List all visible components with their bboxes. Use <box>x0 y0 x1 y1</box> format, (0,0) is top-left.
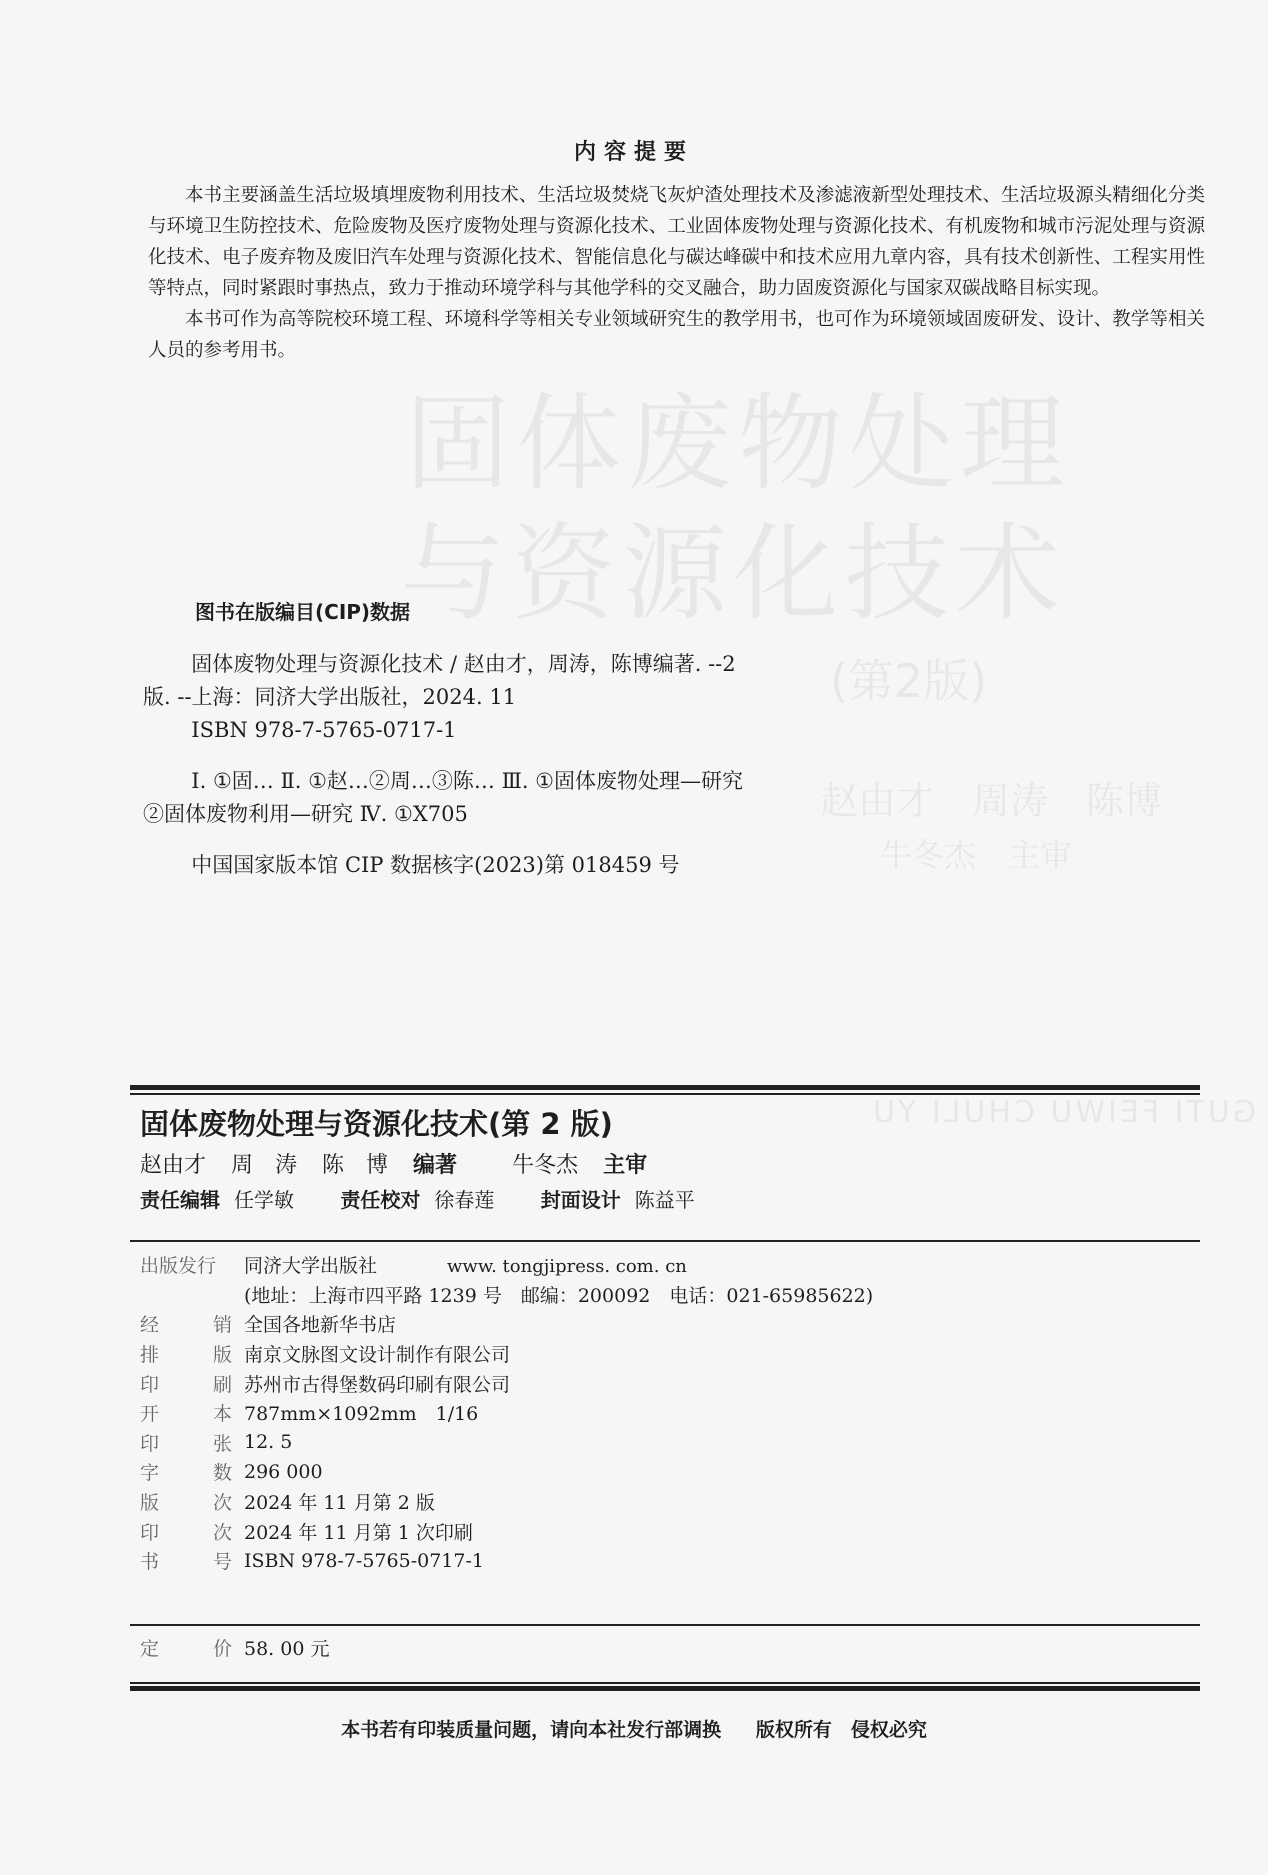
reviewer-name: 牛冬杰 <box>512 1153 579 1178</box>
info-value-text: 787mm×1092mm 1/16 <box>244 1403 479 1426</box>
info-label <box>140 1458 244 1485</box>
info-label <box>140 1488 244 1515</box>
info-value-text: 全国各地新华书店 <box>244 1314 397 1337</box>
info-value <box>244 1370 510 1397</box>
rights-notice: 版权所有 侵权必究 <box>755 1719 927 1741</box>
info-label <box>140 1429 244 1456</box>
info-label <box>140 1251 244 1278</box>
info-value <box>244 1310 396 1337</box>
info-value <box>244 1461 323 1483</box>
summary-paragraph: 本书主要涵盖生活垃圾填埋废物利用技术、生活垃圾焚烧飞灰炉渣处理技术及渗滤液新型处理技术、生活垃圾源头精细化分类与环境卫生防控技术、危险废物及医疗废物处理与资源化技术、工业固体废物处理与资源化技术、有机废物和城市污泥处理与资源化技术、电子废弃物及废旧汽车处理与资源化技术、智能信息化与碳达峰碳中和技术应用九章内容，具有技术创新性、工程实用性等特点，同时紧跟时事热点，致力于推动环境学科与其他学科的交叉融合，助力固废资源化与国家双碳战略目标实现。 <box>148 185 1205 299</box>
info-label-char: 排 <box>140 1344 160 1367</box>
info-label <box>140 1340 244 1367</box>
editors-line <box>140 1184 735 1213</box>
divider-thick <box>130 1686 1200 1691</box>
info-label-char: 字 <box>140 1462 160 1485</box>
info-row <box>140 1398 873 1428</box>
info-value-text: (地址：上海市四平路 1239 号 邮编：200092 电话：021-65985622) <box>244 1284 874 1307</box>
info-value-text: 12. 5 <box>244 1431 293 1454</box>
info-value-text: 苏州市古得堡数码印刷有限公司 <box>244 1373 511 1396</box>
info-value-text: 296 000 <box>244 1460 323 1483</box>
author-name: 周 涛 <box>231 1153 298 1178</box>
info-value <box>244 1518 473 1545</box>
info-row <box>140 1457 873 1487</box>
author-name: 赵由才 <box>140 1153 207 1178</box>
info-label <box>140 1310 244 1337</box>
price-label-char: 定 <box>140 1638 160 1660</box>
info-row <box>140 1428 873 1458</box>
info-label-char: 出版发行 <box>140 1255 217 1278</box>
price-label <box>140 1634 244 1661</box>
author-role: 编著 <box>413 1153 458 1178</box>
info-label <box>140 1399 244 1426</box>
info-label <box>140 1518 244 1545</box>
info-value-text: 同济大学出版社 <box>244 1255 378 1278</box>
author-name: 陈 博 <box>322 1153 389 1178</box>
cip-classification: Ⅰ. ①固… Ⅱ. ①赵…②周…③陈… Ⅲ. ①固体废物处理—研究②固体废物利用—研究 Ⅳ. ①X705 <box>143 769 743 826</box>
responsible-editor: 任学敏 <box>234 1188 294 1212</box>
show-through-ghost-text: 赵由才 周涛 陈博 <box>820 779 1163 823</box>
proofreader: 徐春莲 <box>434 1188 495 1212</box>
info-label-char: 数 <box>212 1462 232 1485</box>
price-row <box>140 1634 329 1661</box>
divider-thin <box>130 1240 1200 1242</box>
info-value <box>244 1281 873 1308</box>
divider-thick <box>130 1682 1200 1684</box>
info-label-char: 印 <box>140 1432 160 1455</box>
info-label-char: 版 <box>140 1492 160 1515</box>
info-label-char: 印 <box>140 1521 160 1544</box>
info-value-text: ISBN 978-7-5765-0717-1 <box>244 1549 484 1572</box>
summary-title: 内容提要 <box>573 140 694 165</box>
cover-design-label: 封面设计 <box>540 1188 621 1212</box>
show-through-ghost-text: 牛冬杰 主审 <box>880 836 1073 874</box>
info-value <box>244 1431 292 1453</box>
cip-block <box>143 648 763 882</box>
info-label-char: 销 <box>212 1314 232 1337</box>
info-label-char: 次 <box>212 1492 232 1515</box>
summary-paragraph: 本书可作为高等院校环境工程、环境科学等相关专业领域研究生的教学用书，也可作为环境领域固废研发、设计、教学等相关人员的参考用书。 <box>148 309 1205 361</box>
show-through-ghost-text: 与资源化技术 <box>400 513 1067 635</box>
info-value <box>244 1340 510 1367</box>
info-row <box>140 1280 873 1310</box>
info-label-char: 经 <box>140 1314 160 1337</box>
publisher-website: www. tongjipress. com. cn <box>447 1256 687 1278</box>
show-through-ghost-text: GUTI FEIWU CHULI YU <box>870 1095 1256 1130</box>
info-label <box>140 1547 244 1574</box>
info-label-char: 开 <box>140 1403 160 1426</box>
responsible-editor-label: 责任编辑 <box>140 1188 220 1212</box>
price-value: 58. 00 元 <box>244 1638 330 1660</box>
info-row <box>140 1487 873 1517</box>
info-label-char: 版 <box>212 1344 232 1367</box>
authors-line <box>140 1148 665 1179</box>
info-label-char: 印 <box>140 1373 160 1396</box>
info-value <box>244 1488 435 1515</box>
colophon-book-title: 固体废物处理与资源化技术(第 2 版) <box>140 1107 613 1141</box>
info-row <box>140 1516 873 1546</box>
info-label-char: 书 <box>140 1551 160 1574</box>
cip-heading: 图书在版编目(CIP)数据 <box>195 600 411 624</box>
cip-entry: 固体废物处理与资源化技术 / 赵由才，周涛，陈博编著. --2 版. --上海：同济大学出版社，2024. 11 <box>143 652 736 709</box>
info-label <box>140 1370 244 1397</box>
summary-body <box>148 180 1205 366</box>
cip-isbn: ISBN 978-7-5765-0717-1 <box>191 718 457 742</box>
info-value-text: 2024 年 11 月第 2 版 <box>244 1492 435 1515</box>
info-value <box>244 1251 687 1278</box>
info-label-char: 张 <box>212 1432 232 1455</box>
info-row <box>140 1309 873 1339</box>
cover-designer: 陈益平 <box>634 1188 695 1212</box>
reviewer-role: 主审 <box>603 1153 648 1178</box>
notice-line <box>0 1715 1268 1742</box>
info-value-text: 南京文脉图文设计制作有限公司 <box>244 1344 511 1367</box>
info-value-text: 2024 年 11 月第 1 次印刷 <box>244 1521 473 1544</box>
show-through-ghost-text: (第2版) <box>830 654 988 708</box>
proofreader-label: 责任校对 <box>340 1188 421 1212</box>
show-through-ghost-text: 固体废物处理 <box>405 383 1072 505</box>
info-row <box>140 1546 873 1576</box>
info-label-char: 次 <box>212 1521 232 1544</box>
info-label-char: 本 <box>212 1403 232 1426</box>
info-value <box>244 1550 484 1572</box>
info-label-char: 刷 <box>212 1373 232 1396</box>
divider-thin <box>130 1093 1200 1095</box>
price-label-char: 价 <box>212 1638 232 1660</box>
divider-thin <box>130 1624 1200 1626</box>
info-row <box>140 1250 873 1280</box>
publication-info-table <box>140 1250 873 1576</box>
quality-notice: 本书若有印装质量问题，请向本社发行部调换 <box>341 1719 722 1741</box>
info-row <box>140 1339 873 1369</box>
info-value <box>244 1399 478 1426</box>
info-label-char: 号 <box>212 1551 232 1574</box>
info-row <box>140 1368 873 1398</box>
cip-number: 中国国家版本馆 CIP 数据核字(2023)第 018459 号 <box>191 853 680 877</box>
divider-thick <box>130 1085 1200 1090</box>
